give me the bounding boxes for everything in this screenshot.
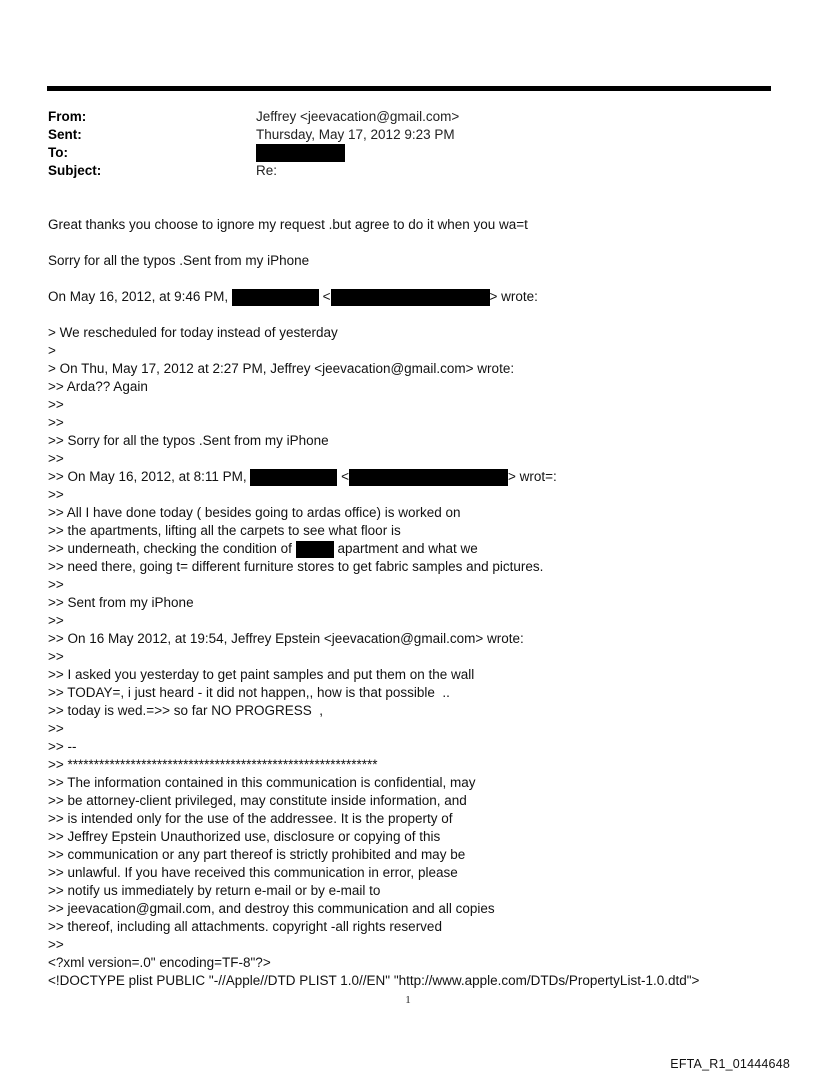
quoted-line: >> Sent from my iPhone xyxy=(48,595,194,610)
quoted-line: >> xyxy=(48,415,64,430)
body-line: Great thanks you choose to ignore my request .but agree to do it when you wa=t xyxy=(48,217,528,232)
quoted-line: >> today is wed.=>> so far NO PROGRESS , xyxy=(48,703,323,718)
sent-row xyxy=(48,126,748,144)
quoted-line: >> On 16 May 2012, at 19:54, Jeffrey Epstein <jeevacation@gmail.com> wrote: xyxy=(48,631,524,646)
quote-attribution: On May 16, 2012, at 9:46 PM, xyxy=(48,289,232,304)
quote-attribution-suffix: > wrot=: xyxy=(508,469,557,484)
quoted-line: >> xyxy=(48,721,64,736)
quoted-line: >> thereof, including all attachments. copyright -all rights reserved xyxy=(48,919,442,934)
quoted-line: >> The information contained in this communication is confidential, may xyxy=(48,775,476,790)
quoted-line: >> unlawful. If you have received this communication in error, please xyxy=(48,865,458,880)
body-line xyxy=(48,288,788,306)
quoted-line: >> -- xyxy=(48,739,77,754)
quoted-line: >> TODAY=, i just heard - it did not happen,, how is that possible .. xyxy=(48,685,450,700)
quoted-line xyxy=(48,468,788,486)
quoted-line: >> xyxy=(48,451,64,466)
quote-attribution-lt: < xyxy=(318,289,331,304)
quoted-line: >> Sorry for all the typos .Sent from my iPhone xyxy=(48,433,329,448)
redaction-box xyxy=(296,541,334,558)
quoted-line: > We rescheduled for today instead of yesterday xyxy=(48,325,338,340)
redaction-box xyxy=(331,289,490,306)
quoted-line: >> notify us immediately by return e-mail or by e-mail to xyxy=(48,883,381,898)
page-number: 1 xyxy=(405,994,411,1006)
subject-value: Re: xyxy=(256,163,278,178)
from-label: From: xyxy=(48,109,87,124)
quoted-line: >> *********************************************************** xyxy=(48,757,378,772)
subject-row xyxy=(48,162,748,180)
quoted-line xyxy=(48,540,788,558)
redaction-box xyxy=(250,469,337,486)
sent-label: Sent: xyxy=(48,127,82,142)
quoted-line: >> All I have done today ( besides going to ardas office) is worked on xyxy=(48,505,461,520)
from-row xyxy=(48,108,748,126)
email-body xyxy=(48,216,788,990)
quoted-line: >> jeevacation@gmail.com, and destroy this communication and all copies xyxy=(48,901,495,916)
quote-attribution: >> On May 16, 2012, at 8:11 PM, xyxy=(48,469,251,484)
quoted-line: >> xyxy=(48,613,64,628)
quoted-line: > xyxy=(48,343,56,358)
quoted-text: apartment and what we xyxy=(333,541,478,556)
to-label: To: xyxy=(48,145,68,160)
quoted-line: >> xyxy=(48,577,64,592)
quoted-text: >> underneath, checking the condition of xyxy=(48,541,296,556)
redaction-box xyxy=(349,469,508,486)
body-line: Sorry for all the typos .Sent from my iPhone xyxy=(48,253,310,268)
redaction-box xyxy=(256,144,345,162)
quoted-line: >> be attorney-client privileged, may constitute inside information, and xyxy=(48,793,467,808)
subject-label: Subject: xyxy=(48,163,102,178)
quoted-line: >> xyxy=(48,487,64,502)
email-header xyxy=(48,108,748,180)
bates-number: EFTA_R1_01444648 xyxy=(670,1057,790,1071)
quoted-line: > On Thu, May 17, 2012 at 2:27 PM, Jeffrey <jeevacation@gmail.com> wrote: xyxy=(48,361,515,376)
to-row xyxy=(48,144,748,162)
xml-declaration: <?xml version=.0" encoding=TF-8"?> xyxy=(48,955,271,970)
quoted-line: >> communication or any part thereof is strictly prohibited and may be xyxy=(48,847,466,862)
quoted-line: >> xyxy=(48,649,64,664)
quoted-line: >> I asked you yesterday to get paint samples and put them on the wall xyxy=(48,667,475,682)
quote-attribution-suffix: > wrote: xyxy=(489,289,538,304)
quoted-line: >> is intended only for the use of the addressee. It is the property of xyxy=(48,811,453,826)
quoted-line: >> the apartments, lifting all the carpets to see what floor is xyxy=(48,523,401,538)
from-value: Jeffrey <jeevacation@gmail.com> xyxy=(256,109,460,124)
quoted-line: >> xyxy=(48,397,64,412)
quoted-line: >> xyxy=(48,937,64,952)
quote-attribution-lt: < xyxy=(337,469,350,484)
sent-value: Thursday, May 17, 2012 9:23 PM xyxy=(256,127,455,142)
quoted-line: >> Arda?? Again xyxy=(48,379,148,394)
redaction-box xyxy=(232,289,319,306)
quoted-line: >> Jeffrey Epstein Unauthorized use, disclosure or copying of this xyxy=(48,829,441,844)
header-rule xyxy=(47,86,771,91)
quoted-line: >> need there, going t= different furniture stores to get fabric samples and pictures. xyxy=(48,559,544,574)
doctype-line: <!DOCTYPE plist PUBLIC "-//Apple//DTD PLIST 1.0//EN" "http://www.apple.com/DTDs/PropertyList-1.0.dtd"> xyxy=(48,973,700,988)
